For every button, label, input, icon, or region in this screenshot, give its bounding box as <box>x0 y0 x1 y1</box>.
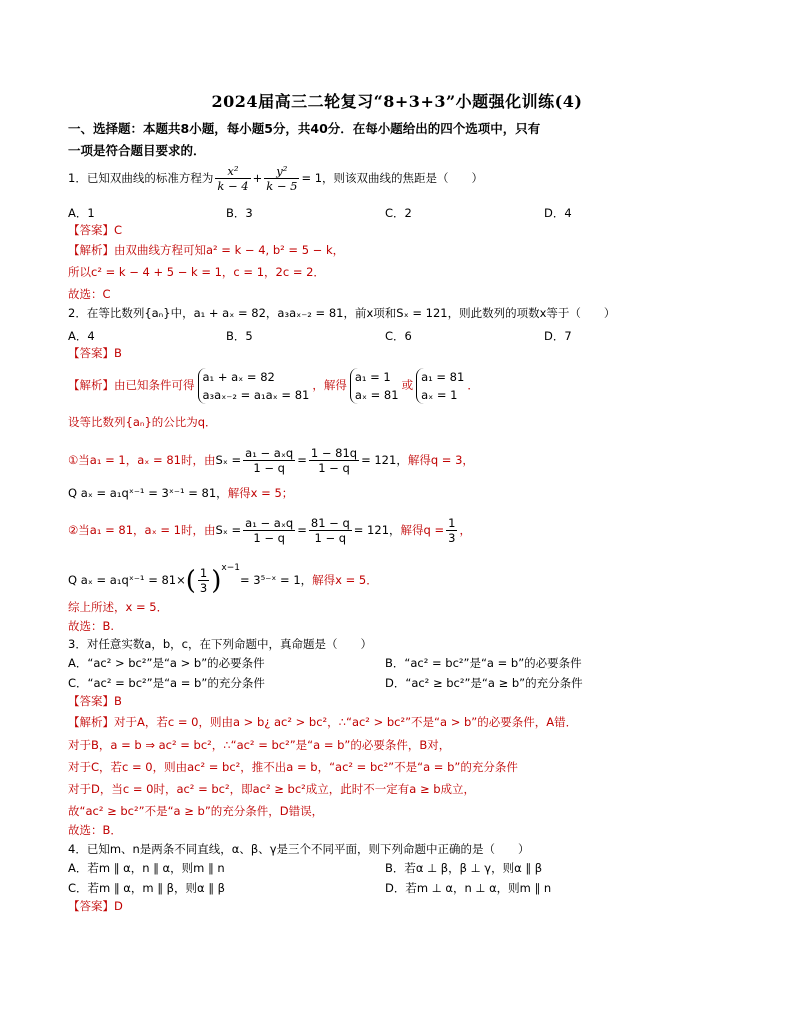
q2-case1-line1 <box>68 446 474 475</box>
q2-case2-line1 <box>68 516 471 545</box>
q2-case1-pre: ①当a₁ = 1，aₓ = 81时，由 <box>68 453 216 467</box>
q2-case2-frac1 <box>243 516 295 545</box>
q1-frac2-den: k − 5 <box>266 179 298 193</box>
q2-case1-line2-result: 解得x = 5； <box>227 486 294 500</box>
q1-frac1-num: x² <box>227 164 239 178</box>
q2-analysis-system <box>68 365 479 405</box>
q2-case2-frac1-den: 1 − q <box>243 530 295 545</box>
q1-fraction-x <box>215 164 250 193</box>
q2-analysis-pre: 由已知条件可得 <box>114 378 195 392</box>
right-paren: ) <box>211 565 222 596</box>
q2-case2-comma: ， <box>459 523 471 537</box>
left-paren: ( <box>185 565 196 596</box>
q2-case1-frac2 <box>309 446 359 475</box>
q1-option-d: D．4 <box>544 206 572 220</box>
q2-option-a: A．4 <box>68 329 95 343</box>
q4-option-d: D．若m ⊥ α，n ⊥ α，则m ∥ n <box>385 881 552 895</box>
q2-case2-frac1-num: a₁ − aₓq <box>245 516 294 530</box>
q2-case2-line2-eq: = 3⁵⁻ˣ = 1， <box>240 573 313 587</box>
q2-sys2-line1: a₁ = 1 <box>354 369 391 384</box>
q1-frac1-den: k − 4 <box>217 179 249 193</box>
q2-option-c: C．6 <box>385 329 412 343</box>
q2-case2-lhs: Sₓ = <box>215 523 242 537</box>
q1-eq: = 1 <box>301 171 323 185</box>
q2-case1-frac2-num: 1 − 81q <box>310 446 358 460</box>
q2-case1-post: 解得q = 3， <box>407 453 474 467</box>
q2-case1-lhs: Sₓ = <box>215 453 242 467</box>
section-heading-line1: 一、选择题：本题共8小题，每小题5分，共40分．在每小题给出的四个选项中，只有 <box>68 121 541 136</box>
q2-case2-eq1: = <box>297 523 307 537</box>
q2-case1-eq1: = <box>297 453 307 467</box>
q4-option-c: C．若m ∥ α，m ∥ β，则α ∥ β <box>68 881 225 895</box>
q2-case2-frac2 <box>309 516 352 545</box>
q2-analysis-head: 【解析】 <box>68 378 114 392</box>
q1-analysis <box>68 242 344 258</box>
q2-answer: 【答案】B <box>68 346 122 360</box>
q2-case2-line2-frac <box>198 566 209 595</box>
q1-option-a: A．1 <box>68 206 95 220</box>
q2-option-d: D．7 <box>544 329 572 343</box>
q3-analysis-line1: 对于A，若c = 0，则由a > b¿ ac² > bc²，∴“ac² > bc²”不是“a > b”的必要条件，A错． <box>114 715 578 729</box>
q1-analysis-head: 【解析】 <box>68 243 114 257</box>
q1-option-c: C．2 <box>385 206 412 220</box>
q2-case2-line2-frac-num: 1 <box>199 566 208 580</box>
q2-system-solution1 <box>350 368 399 404</box>
q2-case2-line2-math: Q aₓ = a₁qˣ⁻¹ = 81× <box>68 573 186 587</box>
q1-conclusion: 故选：C <box>68 287 111 301</box>
q4-stem: 4．已知m、n是两条不同直线，α、β、γ是三个不同平面，则下列命题中正确的是（ ） <box>68 842 530 856</box>
q3-answer: 【答案】B <box>68 694 122 708</box>
q1-frac2-num: y² <box>276 164 288 178</box>
q2-case1-frac1-num: a₁ − aₓq <box>245 446 294 460</box>
q3-analysis-2: 对于B，a = b ⇒ ac² = bc²，∴“ac² = bc²”是“a = b”的必要条件，B对， <box>68 738 451 752</box>
q2-case1-frac1-den: 1 − q <box>243 460 295 475</box>
q2-system-solution2 <box>416 368 464 404</box>
q2-case2-eq2: = 121， <box>353 523 401 537</box>
q2-case2-q-frac <box>446 516 457 545</box>
q2-case2-q-den: 3 <box>448 531 456 545</box>
section-heading-line2: 一项是符合题目要求的． <box>68 143 206 158</box>
q2-summary: 综上所述，x = 5． <box>68 600 169 614</box>
q2-analysis-mid: ，解得 <box>312 378 347 392</box>
q2-sys2-line2: aₓ = 81 <box>354 387 399 402</box>
q2-analysis-or: 或 <box>401 378 414 392</box>
q2-sys3-line2: aₓ = 1 <box>421 387 458 402</box>
q2-case2-post: 解得q = <box>400 523 445 537</box>
q2-case1-line2 <box>68 485 293 501</box>
q3-analysis-5: 故“ac² ≥ bc²”不是“a ≥ b”的充分条件，D错误， <box>68 804 324 818</box>
q2-system-given <box>198 368 310 404</box>
q1-option-b: B．3 <box>226 206 253 220</box>
q3-analysis-3: 对于C，若c = 0，则由ac² = bc²，推不出a = b，“ac² = bc²”不是“a = b”的充分条件 <box>68 760 518 774</box>
q1-plus: + <box>252 171 263 185</box>
q2-case2-q-num: 1 <box>448 516 456 530</box>
q3-stem: 3．对任意实数a，b，c，在下列命题中，真命题是（ ） <box>68 637 372 651</box>
q2-case1-frac2-den: 1 − q <box>309 460 359 475</box>
q2-case2-frac2-num: 81 − q <box>310 516 350 530</box>
q2-analysis-end: ． <box>467 378 479 392</box>
q2-case1-line2-math: Q aₓ = a₁qˣ⁻¹ = 3ˣ⁻¹ = 81， <box>68 486 228 500</box>
q2-case1-frac1 <box>243 446 295 475</box>
q2-case1-eq2: = 121， <box>361 453 408 467</box>
q4-option-a: A．若m ∥ α，n ∥ α，则m ∥ n <box>68 861 225 875</box>
q3-option-d: D．“ac² ≥ bc²”是“a ≥ b”的充分条件 <box>385 676 583 690</box>
q3-option-b: B．“ac² = bc²”是“a = b”的必要条件 <box>385 656 582 670</box>
q1-fraction-y <box>264 164 299 193</box>
q2-stem: 2．在等比数列{aₙ}中，a₁ + aₓ = 82，a₃aₓ₋₂ = 81，前x项和Sₓ = 121，则此数列的项数x等于（ ） <box>68 306 616 320</box>
q2-sys3-line1: a₁ = 81 <box>421 369 465 384</box>
q2-case2-line2-result: 解得x = 5． <box>312 573 378 587</box>
q2-sys1-line1: a₁ + aₓ = 82 <box>202 369 275 384</box>
q2-ratio: 设等比数列{aₙ}的公比为q． <box>68 415 217 429</box>
q2-case2-pre: ②当a₁ = 81，aₓ = 1时，由 <box>68 523 216 537</box>
q3-conclusion: 故选：B． <box>68 823 122 837</box>
q2-case2-frac2-den: 1 − q <box>309 530 352 545</box>
q3-analysis-1 <box>68 714 577 730</box>
q3-option-c: C．“ac² = bc²”是“a = b”的充分条件 <box>68 676 265 690</box>
q2-case2-line2-exponent: x−1 <box>221 563 240 573</box>
q1-stem-post: ，则该双曲线的焦距是（ ） <box>322 171 484 185</box>
q2-conclusion: 故选：B. <box>68 619 115 633</box>
q2-sys1-line2: a₃aₓ₋₂ = a₁aₓ = 81 <box>202 387 310 402</box>
q1-answer: 【答案】C <box>68 223 123 237</box>
q2-option-b: B．5 <box>226 329 253 343</box>
q2-case2-line2-frac-den: 3 <box>199 581 208 595</box>
q1-analysis-2: 所以c² = k − 4 + 5 − k = 1，c = 1，2c = 2． <box>68 265 325 279</box>
q1-stem <box>68 164 483 193</box>
page-title: 2024届高三二轮复习“8+3+3”小题强化训练(4) <box>211 92 583 111</box>
q4-answer: 【答案】D <box>68 899 123 913</box>
q3-analysis-4: 对于D，当c = 0时，ac² = bc²，即ac² ≥ bc²成立，此时不一定有a ≥ b成立， <box>68 782 476 796</box>
q3-option-a: A．“ac² > bc²”是“a > b”的必要条件 <box>68 656 265 670</box>
q2-case2-line2 <box>68 560 378 595</box>
q1-stem-pre: 1．已知双曲线的标准方程为 <box>68 171 214 185</box>
q3-analysis-head: 【解析】 <box>68 715 114 729</box>
q4-option-b: B．若α ⊥ β，β ⊥ γ，则α ∥ β <box>385 861 543 875</box>
q1-analysis-1: 由双曲线方程可知a² = k − 4, b² = 5 − k， <box>114 243 345 257</box>
